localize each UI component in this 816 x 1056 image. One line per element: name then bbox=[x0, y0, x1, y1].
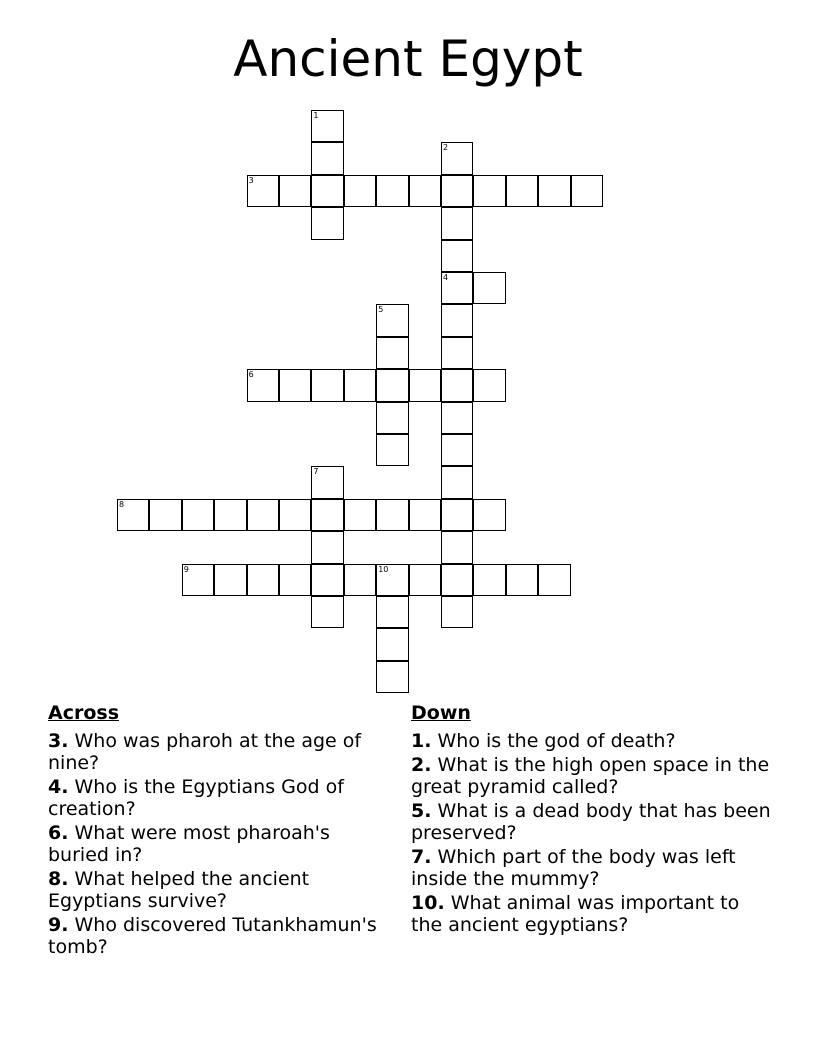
grid-cell[interactable] bbox=[182, 499, 214, 531]
grid-cell[interactable] bbox=[506, 564, 538, 596]
across-clue-4 bbox=[48, 776, 393, 820]
grid-cell[interactable] bbox=[506, 175, 538, 207]
grid-cell[interactable] bbox=[214, 499, 246, 531]
grid-cell[interactable] bbox=[441, 369, 473, 401]
clue-text: Who is the Egyptians God of creation? bbox=[48, 776, 344, 820]
clue-number: 7. bbox=[411, 846, 432, 868]
across-clue-3 bbox=[48, 730, 393, 774]
grid-cell[interactable] bbox=[441, 240, 473, 272]
grid-cell[interactable] bbox=[473, 369, 505, 401]
across-clue-6 bbox=[48, 822, 393, 866]
clue-text: What were most pharoah's buried in? bbox=[48, 822, 330, 866]
cell-number: 2 bbox=[443, 143, 449, 153]
grid-cell[interactable] bbox=[182, 564, 214, 596]
across-clues bbox=[48, 702, 393, 960]
clue-number: 10. bbox=[411, 892, 445, 914]
grid-cell[interactable] bbox=[441, 304, 473, 336]
clue-number: 6. bbox=[48, 822, 69, 844]
grid-cell[interactable] bbox=[344, 564, 376, 596]
clue-text: Who discovered Tutankhamun's tomb? bbox=[48, 914, 377, 958]
grid-cell[interactable] bbox=[344, 499, 376, 531]
cell-number: 5 bbox=[378, 305, 384, 315]
grid-cell[interactable] bbox=[311, 596, 343, 628]
grid-cell[interactable] bbox=[311, 499, 343, 531]
clue-text: What is a dead body that has been preserved? bbox=[411, 800, 771, 844]
grid-cell[interactable] bbox=[441, 142, 473, 174]
grid-cell[interactable] bbox=[473, 499, 505, 531]
cell-number: 1 bbox=[313, 111, 319, 120]
grid-cell[interactable] bbox=[538, 175, 570, 207]
grid-cell[interactable] bbox=[473, 272, 505, 304]
down-clues bbox=[411, 702, 771, 938]
clue-text: Who was pharoh at the age of nine? bbox=[48, 730, 362, 774]
grid-cell[interactable] bbox=[247, 175, 279, 207]
grid-cell[interactable] bbox=[247, 499, 279, 531]
grid-cell[interactable] bbox=[441, 272, 473, 304]
grid-cell[interactable] bbox=[376, 337, 408, 369]
clue-number: 3. bbox=[48, 730, 69, 752]
grid-cell[interactable] bbox=[571, 175, 603, 207]
grid-cell[interactable] bbox=[149, 499, 181, 531]
cell-number: 6 bbox=[248, 370, 254, 380]
grid-cell[interactable] bbox=[311, 369, 343, 401]
cell-number: 7 bbox=[313, 467, 319, 477]
puzzle-title: Ancient Egypt bbox=[233, 30, 583, 88]
grid-cell[interactable] bbox=[279, 499, 311, 531]
grid-cell[interactable] bbox=[376, 434, 408, 466]
clue-text: What animal was important to the ancient egyptians? bbox=[411, 892, 740, 936]
down-clue-7 bbox=[411, 846, 771, 890]
grid-cell[interactable] bbox=[247, 369, 279, 401]
crossword-grid bbox=[117, 110, 603, 692]
grid-cell[interactable] bbox=[473, 175, 505, 207]
clue-number: 5. bbox=[411, 800, 432, 822]
grid-cell[interactable] bbox=[279, 564, 311, 596]
grid-cell[interactable] bbox=[441, 466, 473, 498]
clue-number: 9. bbox=[48, 914, 69, 936]
clue-text: Who is the god of death? bbox=[437, 730, 676, 752]
across-clue-8 bbox=[48, 868, 393, 912]
grid-cell[interactable] bbox=[376, 661, 408, 693]
down-clue-2 bbox=[411, 754, 771, 798]
grid-cell[interactable] bbox=[311, 207, 343, 239]
clue-number: 1. bbox=[411, 730, 432, 752]
grid-cell[interactable] bbox=[376, 175, 408, 207]
across-clue-9 bbox=[48, 914, 393, 958]
down-clue-1 bbox=[411, 730, 771, 752]
cell-number: 10 bbox=[378, 564, 389, 574]
clue-text: Which part of the body was left inside the mummy? bbox=[411, 846, 736, 890]
cell-number: 4 bbox=[443, 273, 449, 282]
grid-cell[interactable] bbox=[409, 175, 441, 207]
grid-cell[interactable] bbox=[376, 402, 408, 434]
grid-cell[interactable] bbox=[441, 337, 473, 369]
grid-cell[interactable] bbox=[376, 499, 408, 531]
clue-number: 2. bbox=[411, 754, 432, 776]
grid-cell[interactable] bbox=[247, 564, 279, 596]
grid-cell[interactable] bbox=[441, 531, 473, 563]
cell-number: 3 bbox=[248, 175, 254, 185]
grid-cell[interactable] bbox=[214, 564, 246, 596]
grid-cell[interactable] bbox=[117, 499, 149, 531]
cell-number: 8 bbox=[119, 499, 125, 509]
grid-cell[interactable] bbox=[311, 531, 343, 563]
grid-cell[interactable] bbox=[409, 564, 441, 596]
grid-cell[interactable] bbox=[441, 175, 473, 207]
down-clue-10 bbox=[411, 892, 771, 936]
across-heading: Across bbox=[48, 702, 120, 724]
down-heading: Down bbox=[411, 702, 471, 724]
grid-cell[interactable] bbox=[311, 564, 343, 596]
grid-cell[interactable] bbox=[473, 564, 505, 596]
down-clue-5 bbox=[411, 800, 771, 844]
grid-cell[interactable] bbox=[409, 369, 441, 401]
grid-cell[interactable] bbox=[279, 175, 311, 207]
grid-cell[interactable] bbox=[311, 466, 343, 498]
cell-number: 9 bbox=[183, 564, 189, 574]
grid-cell[interactable] bbox=[279, 369, 311, 401]
clue-text: What helped the ancient Egyptians survive? bbox=[48, 868, 310, 912]
grid-cell[interactable] bbox=[311, 110, 343, 142]
grid-cell[interactable] bbox=[376, 628, 408, 660]
grid-cell[interactable] bbox=[311, 175, 343, 207]
clue-number: 8. bbox=[48, 868, 69, 890]
grid-cell[interactable] bbox=[376, 564, 408, 596]
grid-cell[interactable] bbox=[441, 207, 473, 239]
grid-cell[interactable] bbox=[376, 596, 408, 628]
grid-cell[interactable] bbox=[441, 434, 473, 466]
grid-cell[interactable] bbox=[441, 564, 473, 596]
grid-cell[interactable] bbox=[538, 564, 570, 596]
grid-cell[interactable] bbox=[441, 499, 473, 531]
clue-number: 4. bbox=[48, 776, 69, 798]
grid-cell[interactable] bbox=[441, 596, 473, 628]
clue-text: What is the high open space in the great pyramid called? bbox=[411, 754, 770, 798]
grid-cell[interactable] bbox=[344, 369, 376, 401]
grid-cell[interactable] bbox=[311, 142, 343, 174]
grid-cell[interactable] bbox=[441, 402, 473, 434]
grid-cell[interactable] bbox=[409, 499, 441, 531]
grid-cell[interactable] bbox=[344, 175, 376, 207]
grid-cell[interactable] bbox=[376, 304, 408, 336]
grid-cell[interactable] bbox=[376, 369, 408, 401]
